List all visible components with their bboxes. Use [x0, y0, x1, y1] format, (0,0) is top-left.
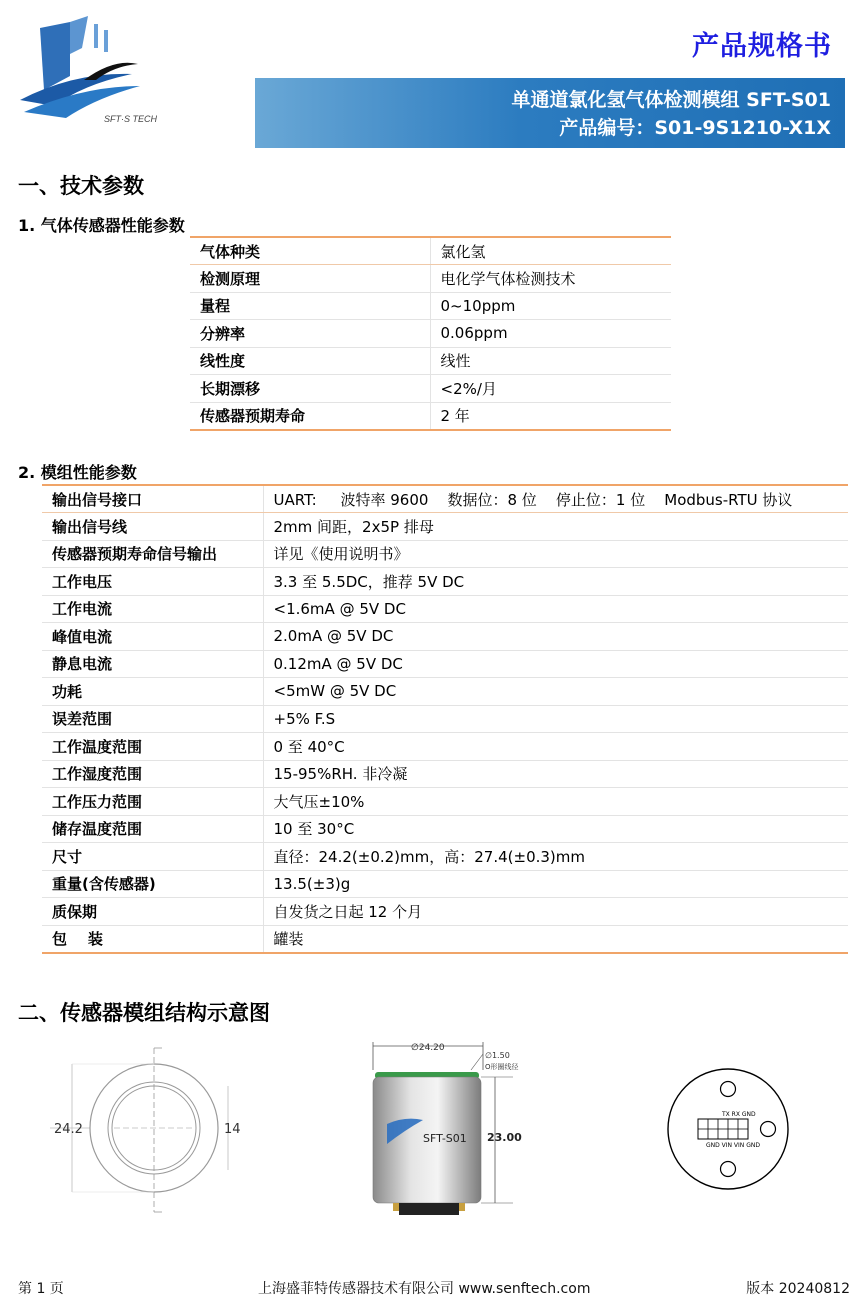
table-row: [190, 265, 671, 293]
table-row: [42, 595, 848, 623]
section-title-specs: 一、技术参数: [18, 174, 144, 198]
table-row: [42, 678, 848, 706]
param-name-cell: 静息电流: [42, 650, 263, 678]
ring-note-label: O形圈线径: [485, 1063, 519, 1071]
param-name-cell: 工作电流: [42, 595, 263, 623]
table-row: [42, 843, 848, 871]
sensor-parameters-table: [190, 236, 671, 431]
table-row: [42, 540, 848, 568]
param-name-cell: 量程: [190, 292, 430, 320]
param-name-cell: 储存温度范围: [42, 815, 263, 843]
param-value-cell: UART: 波特率 9600 数据位：8 位 停止位：1 位 Modbus-RTU 协议: [263, 485, 848, 513]
table-row: [42, 870, 848, 898]
module-side-view-figure: [365, 1040, 535, 1220]
top-pin-labels: TX RX GND: [722, 1111, 756, 1118]
table-row: [42, 760, 848, 788]
module-parameters-table: [42, 484, 848, 954]
table-row: [190, 402, 671, 430]
param-value-cell: 0~10ppm: [430, 292, 671, 320]
param-name-cell: 峰值电流: [42, 623, 263, 651]
table-row: [190, 375, 671, 403]
table-row: [42, 815, 848, 843]
product-banner: [255, 78, 845, 148]
diameter-label: ∅24.20: [411, 1043, 445, 1053]
inner-dimension-label: 14: [224, 1122, 241, 1137]
table-row: [190, 320, 671, 348]
param-value-cell: <5mW @ 5V DC: [263, 678, 848, 706]
param-value-cell: 罐装: [263, 925, 848, 953]
param-name-cell: 工作温度范围: [42, 733, 263, 761]
table-row: [42, 485, 848, 513]
param-name-cell: 传感器预期寿命信号输出: [42, 540, 263, 568]
param-value-cell: 电化学气体检测技术: [430, 265, 671, 293]
table-row: [42, 788, 848, 816]
param-value-cell: 大气压±10%: [263, 788, 848, 816]
param-value-cell: 0.12mA @ 5V DC: [263, 650, 848, 678]
product-name: 单通道氯化氢气体检测模组 SFT-S01: [511, 89, 831, 111]
param-name-cell: 气体种类: [190, 237, 430, 265]
param-name-cell: 功耗: [42, 678, 263, 706]
param-value-cell: 直径：24.2(±0.2)mm，高：27.4(±0.3)mm: [263, 843, 848, 871]
table-row: [42, 513, 848, 541]
table-row: [42, 568, 848, 596]
table-row: [190, 347, 671, 375]
table-row: [42, 705, 848, 733]
subsection-title-sensor: 1. 气体传感器性能参数: [18, 216, 185, 235]
param-name-cell: 工作电压: [42, 568, 263, 596]
section-title-structure: 二、传感器模组结构示意图: [18, 1001, 270, 1025]
param-value-cell: 10 至 30°C: [263, 815, 848, 843]
param-value-cell: 氯化氢: [430, 237, 671, 265]
param-name-cell: 重量(含传感器): [42, 870, 263, 898]
param-name-cell: 尺寸: [42, 843, 263, 871]
param-name-cell: 长期漂移: [190, 375, 430, 403]
param-value-cell: 2 年: [430, 402, 671, 430]
param-name-cell: 分辨率: [190, 320, 430, 348]
param-value-cell: 详见《使用说明书》: [263, 540, 848, 568]
param-value-cell: 0 至 40°C: [263, 733, 848, 761]
param-name-cell: 线性度: [190, 347, 430, 375]
module-bottom-view-figure: [50, 1040, 260, 1220]
param-name-cell: 检测原理: [190, 265, 430, 293]
param-name-cell: 工作湿度范围: [42, 760, 263, 788]
version-label: 版本 20240812: [746, 1281, 850, 1297]
table-row: [42, 733, 848, 761]
company-logo: [14, 14, 194, 132]
document-title: 产品规格书: [692, 31, 832, 62]
page-number: 第 1 页: [18, 1281, 64, 1297]
param-name-cell: 误差范围: [42, 705, 263, 733]
outer-dimension-label: 24.2: [54, 1122, 83, 1137]
table-row: [190, 237, 671, 265]
param-value-cell: 线性: [430, 347, 671, 375]
subsection-title-module: 2. 模组性能参数: [18, 463, 137, 482]
param-value-cell: <2%/月: [430, 375, 671, 403]
table-row: [42, 898, 848, 926]
svg-text:SFT·S TECH: SFT·S TECH: [104, 114, 157, 124]
param-value-cell: 自发货之日起 12 个月: [263, 898, 848, 926]
param-name-cell: 质保期: [42, 898, 263, 926]
param-name-cell: 传感器预期寿命: [190, 402, 430, 430]
param-value-cell: 2mm 间距，2x5P 排母: [263, 513, 848, 541]
ring-dimension-label: ∅1.50: [485, 1051, 510, 1060]
table-row: [42, 623, 848, 651]
param-name-cell: 工作压力范围: [42, 788, 263, 816]
height-label: 23.00: [487, 1131, 522, 1144]
table-row: [42, 925, 848, 953]
product-code: 产品编号：S01-9S1210-X1X: [559, 117, 831, 139]
param-value-cell: 13.5(±3)g: [263, 870, 848, 898]
table-row: [42, 650, 848, 678]
company-footer: 上海盛菲特传感器技术有限公司 www.senftech.com: [258, 1281, 591, 1297]
table-row: [190, 292, 671, 320]
module-model-label: SFT-S01: [423, 1132, 467, 1145]
param-value-cell: <1.6mA @ 5V DC: [263, 595, 848, 623]
param-value-cell: 0.06ppm: [430, 320, 671, 348]
bottom-pin-labels: GND VIN VIN GND: [706, 1142, 760, 1149]
param-name-cell: 输出信号线: [42, 513, 263, 541]
param-value-cell: 2.0mA @ 5V DC: [263, 623, 848, 651]
pinout-figure: [660, 1065, 800, 1197]
param-value-cell: 3.3 至 5.5DC，推荐 5V DC: [263, 568, 848, 596]
param-value-cell: +5% F.S: [263, 705, 848, 733]
param-name-cell: 包 装: [42, 925, 263, 953]
param-name-cell: 输出信号接口: [42, 485, 263, 513]
param-value-cell: 15-95%RH. 非冷凝: [263, 760, 848, 788]
